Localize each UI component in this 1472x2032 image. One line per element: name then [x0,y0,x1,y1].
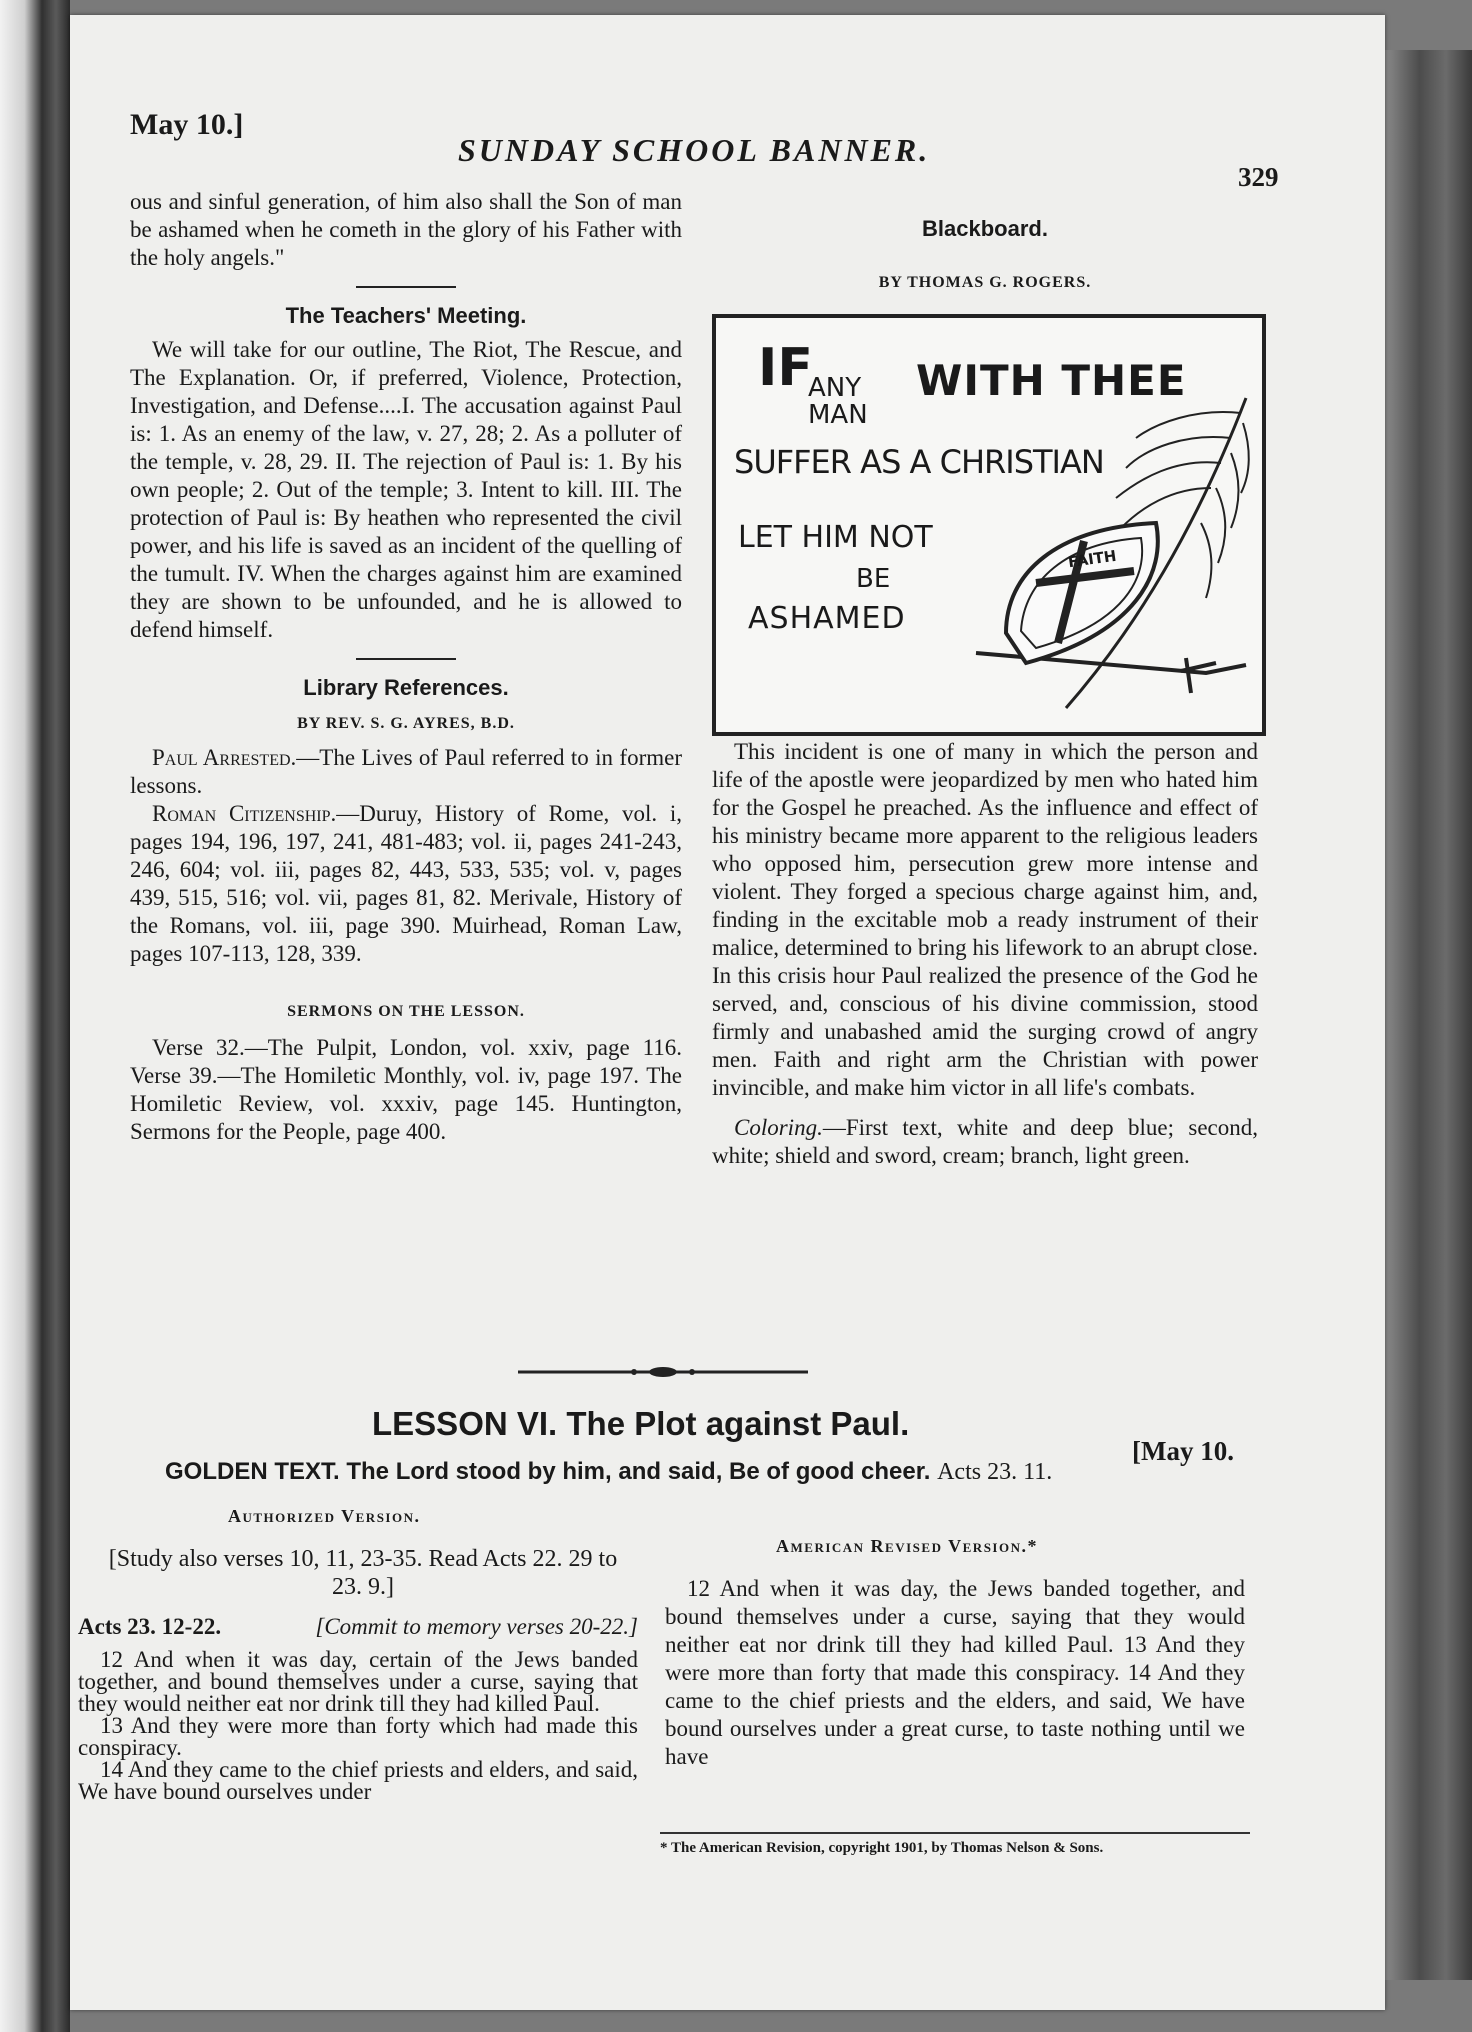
coloring-paragraph [712,1114,1258,1170]
blackboard-illustration [712,314,1266,736]
authorized-verses [78,1649,638,1803]
verse-13: 13 And they were more than forty which had made this conspiracy. [78,1713,638,1760]
golden-verse: The Lord stood by him, and said, Be of good cheer. [346,1458,931,1485]
blackboard-man: MAN [808,400,868,430]
authorized-heading: Authorized Version. [228,1506,421,1526]
library-lead-2: Roman Citizenship. [152,801,337,826]
right-column-top [712,215,1258,297]
blackboard-ashamed: ASHAMED [748,601,906,636]
opening-paragraph: ous and sinful generation, of him also shall the Son of man be ashamed when he cometh in the glory of his Father with the holy angels." [130,189,682,270]
library-text-2: —Duruy, History of Rome, vol. i, pages 194, 196, 197, 241, 481-483; vol. ii, pages 241-243, 246, 604; vol. iii, pages 82, 443, 533, 535; vol. v, pages 439, 515, 516; vol. vii, pages 81, 82. Merivale, History of the Romans, vol. iii, page 390. Muirhead, Roman Law, pages 107-113, 128, 339. [130,801,682,966]
blackboard-suffer: SUFFER AS A CHRISTIAN [734,443,1104,481]
golden-text [165,1458,1052,1486]
commit-note: [Commit to memory verses 20-22.] [315,1614,638,1639]
teachers-meeting-heading: The Teachers' Meeting. [285,303,527,328]
page-number: 329 [1238,162,1279,192]
library-lead-1: Paul Arrested. [152,745,297,770]
left-column [130,188,682,1146]
incident-paragraph: This incident is one of many in which the person and life of the apostle were jeopardized by men who hated him for the Gospel he preached. As the influence and effect of his ministry became more apparent to the religious leaders who opposed him, persecution grew more intense and violent. They forged a specious charge against him, and, finding in the excitable mob a ready instrument of their malice, determined to bring his lifework to an abrupt close. In this crisis hour Paul realized the presence of the God he served, and, conscious of his divine commission, stood firmly and unabashed amid the surging crowd of angry men. Faith and right arm the Christian with power invincible, and make him victor in all life's combats. [712,739,1258,1100]
library-paragraph-1 [130,744,682,800]
sermons-heading: SERMONS ON THE LESSON. [287,1003,525,1020]
book-binding [0,0,70,2032]
ornament-divider [518,1365,808,1379]
library-text-1: —The Lives of Paul referred to in former lessons. [130,745,682,798]
lesson-title: LESSON VI. The Plot against Paul. [372,1405,910,1442]
right-column-body [712,738,1258,1170]
verse-14: 14 And they came to the chief priests and elders, and said, We have bound ourselves under [78,1757,638,1804]
acts-reference: Acts 23. 12-22. [78,1614,222,1639]
blackboard-if: IF [758,338,813,398]
divider [356,286,456,288]
shield-word: FAITH [1066,546,1118,572]
acts-reference-line [78,1613,638,1641]
blackboard-let-him-not: LET HIM NOT [738,520,933,555]
library-heading: Library References. [303,675,509,700]
blackboard-any: ANY [808,373,862,403]
lesson-date: [May 10. [1132,1436,1234,1466]
golden-label: GOLDEN TEXT. [165,1458,340,1485]
header-date: May 10.] [130,108,244,141]
blackboard-be: BE [856,564,891,594]
verse-12: 12 And when it was day, certain of the Jews banded together, and bound themselves under a curse, saying that they would neither eat nor drink till they had killed Paul. [78,1647,638,1716]
shield-and-sword-icon [966,513,1256,723]
study-note: [Study also verses 10, 11, 23-35. Read Acts 22. 29 to 23. 9.] [108,1546,618,1600]
blackboard-byline: BY THOMAS G. ROGERS. [878,274,1092,291]
revised-column [665,1575,1245,1771]
coloring-label: Coloring. [734,1115,823,1140]
sermons-body: Verse 32.—The Pulpit, London, vol. xxiv, page 116. Verse 39.—The Homiletic Monthly, vol. iv, page 197. The Homiletic Review, vol. xxxiv, page 145. Huntington, Sermons for the People, page 400. [130,1035,682,1144]
divider [356,658,456,660]
library-paragraph-2 [130,800,682,968]
footnote: * The American Revision, copyright 1901, by Thomas Nelson & Sons. [660,1832,1250,1858]
teachers-meeting-body: We will take for our outline, The Riot, The Rescue, and The Explanation. Or, if preferred, Violence, Protection, Investigation, and Defense....I. The accusation against Paul is: 1. As an enemy of the law, v. 27, 28; 2. As a polluter of the temple, v. 28, 29. II. The rejection of Paul is: 1. By his own people; 2. Out of the temple; 3. Intent to kill. III. The protection of Paul is: By heathen who represented the civil power, and his life is saved as an incident of the quelling of the tumult. IV. When the charges against him are examined they are shown to be unfounded, and he is allowed to defend himself. [130,337,682,642]
golden-ref: Acts 23. 11. [937,1459,1053,1485]
library-byline: BY REV. S. G. AYRES, B.D. [297,715,515,732]
blackboard-heading: Blackboard. [922,216,1048,241]
page-edges [1385,50,1472,1980]
revised-text: 12 And when it was day, the Jews banded together, and bound themselves under a curse, saying that they would neither eat nor drink till they had killed Paul. 13 And they were more than forty that made this conspiracy. 14 And they came to the chief priests and the elders, and said, We have bound ourselves under a great curse, to taste nothing until we have [665,1576,1245,1769]
revised-heading: American Revised Version.* [776,1536,1038,1556]
coloring-text: —First text, white and deep blue; second, white; shield and sword, cream; branch, light green. [712,1115,1258,1168]
running-title: SUNDAY SCHOOL BANNER. [458,132,931,168]
authorized-column [78,1545,638,1803]
blackboard-with-thee: WITH THEE [916,356,1187,405]
